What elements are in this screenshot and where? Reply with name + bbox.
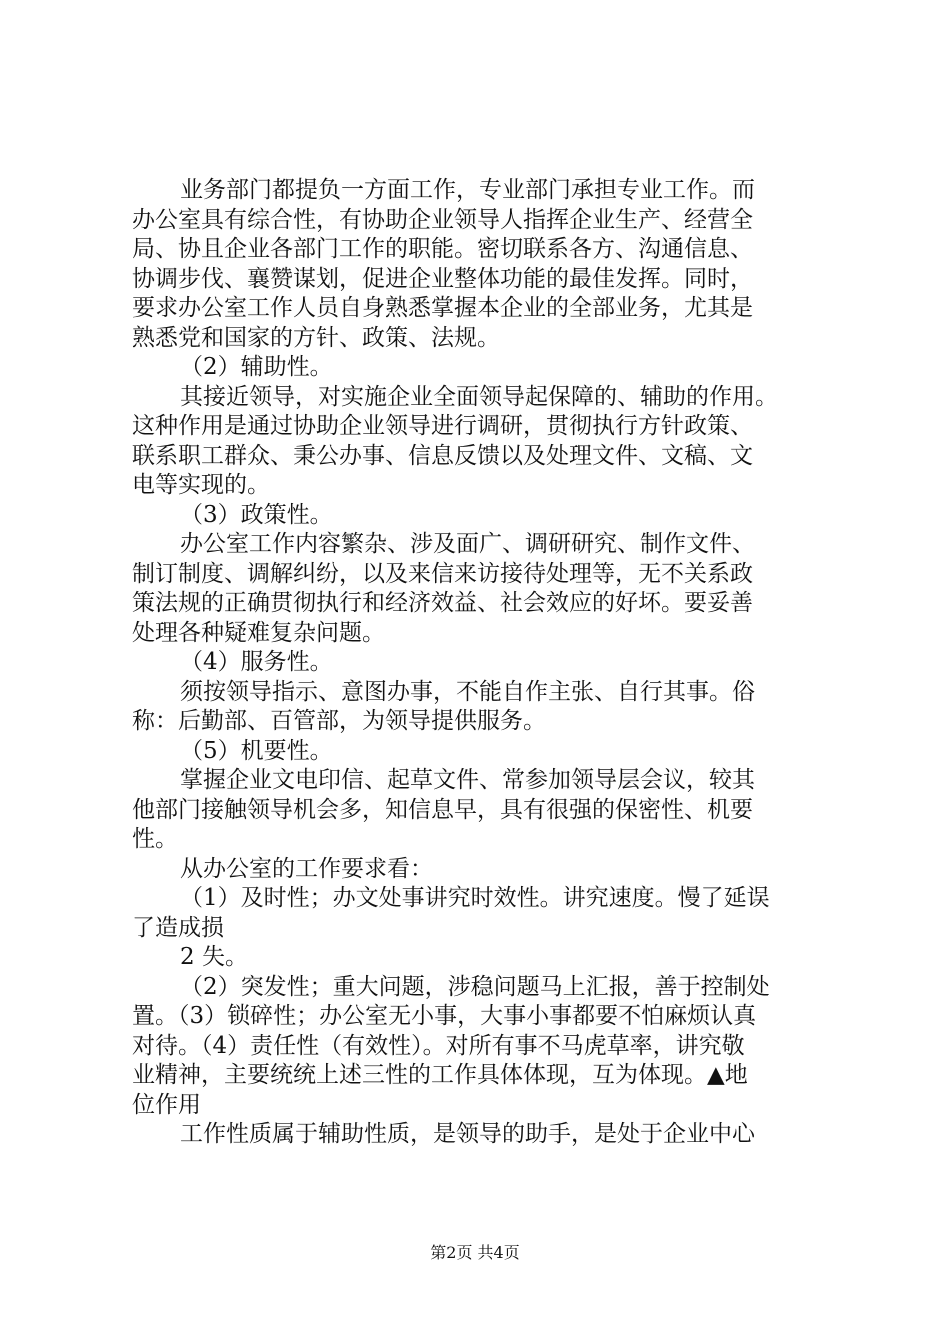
text-line: 2 失。 — [180, 944, 248, 970]
text-line: 策法规的正确贯彻执行和经济效益、社会效应的好坏。要妥善 — [132, 590, 753, 616]
text-line: 电等实现的。 — [132, 472, 270, 498]
text-line: 这种作用是通过协助企业领导进行调研，贯彻执行方针政策、 — [132, 413, 753, 439]
document-body — [132, 176, 832, 1150]
text-line: 称：后勤部、百管部，为领导提供服务。 — [132, 708, 546, 734]
text-line: 业精神，主要统统上述三性的工作具体体现，互为体现。▲地 — [132, 1062, 748, 1088]
text-line: 掌握企业文电印信、起草文件、常参加领导层会议，较其 — [180, 767, 755, 793]
text-line: （3）政策性。 — [180, 501, 333, 528]
text-line: 位作用 — [132, 1091, 201, 1118]
text-line: （4）服务性。 — [180, 649, 333, 675]
text-line: 制订制度、调解纠纷，以及来信来访接待处理等，无不关系政 — [132, 560, 753, 587]
text-line: 置。（3）锁碎性；办公室无小事，大事小事都要不怕麻烦认真 — [132, 1003, 757, 1029]
text-line: （1）及时性；办文处事讲究时效性。讲究速度。慢了延误 — [180, 885, 770, 911]
text-line: 业务部门都提负一方面工作，专业部门承担专业工作。而 — [180, 177, 755, 203]
text-line: 联系职工群众、秉公办事、信息反馈以及处理文件、文稿、文 — [132, 442, 753, 469]
text-line: 熟悉党和国家的方针、政策、法规。 — [132, 324, 500, 351]
text-line: 其接近领导，对实施企业全面领导起保障的、辅助的作用。 — [180, 383, 778, 410]
text-line: 须按领导指示、意图办事，不能自作主张、自行其事。俗 — [180, 678, 755, 705]
page-footer: 第2页 共4页 — [430, 1243, 520, 1262]
text-line: 从办公室的工作要求看： — [180, 855, 433, 882]
text-line: 局、协且企业各部门工作的职能。密切联系各方、沟通信息、 — [132, 236, 753, 262]
text-line: 办公室工作内容繁杂、涉及面广、调研研究、制作文件、 — [180, 531, 755, 557]
text-line: 了造成损 — [132, 914, 224, 941]
text-line: （2）辅助性。 — [180, 354, 333, 380]
text-line: 处理各种疑难复杂问题。 — [132, 619, 385, 646]
text-line: 要求办公室工作人员自身熟悉掌握本企业的全部业务，尤其是 — [132, 295, 753, 321]
text-line: （5）机要性。 — [180, 737, 333, 764]
text-line: 性。 — [132, 826, 178, 852]
text-line: 工作性质属于辅助性质，是领导的助手，是处于企业中心 — [180, 1121, 755, 1147]
text-line: （2）突发性；重大问题，涉稳问题马上汇报，善于控制处 — [180, 973, 770, 1000]
text-line: 协调步伐、襄赞谋划，促进企业整体功能的最佳发挥。同时， — [132, 265, 753, 292]
text-line: 办公室具有综合性，有协助企业领导人指挥企业生产、经营全 — [132, 206, 753, 233]
text-line: 他部门接触领导机会多，知信息早，具有很强的保密性、机要 — [132, 796, 753, 823]
text-line: 对待。（4）责任性（有效性）。对所有事不马虎草率，讲究敬 — [132, 1032, 745, 1059]
